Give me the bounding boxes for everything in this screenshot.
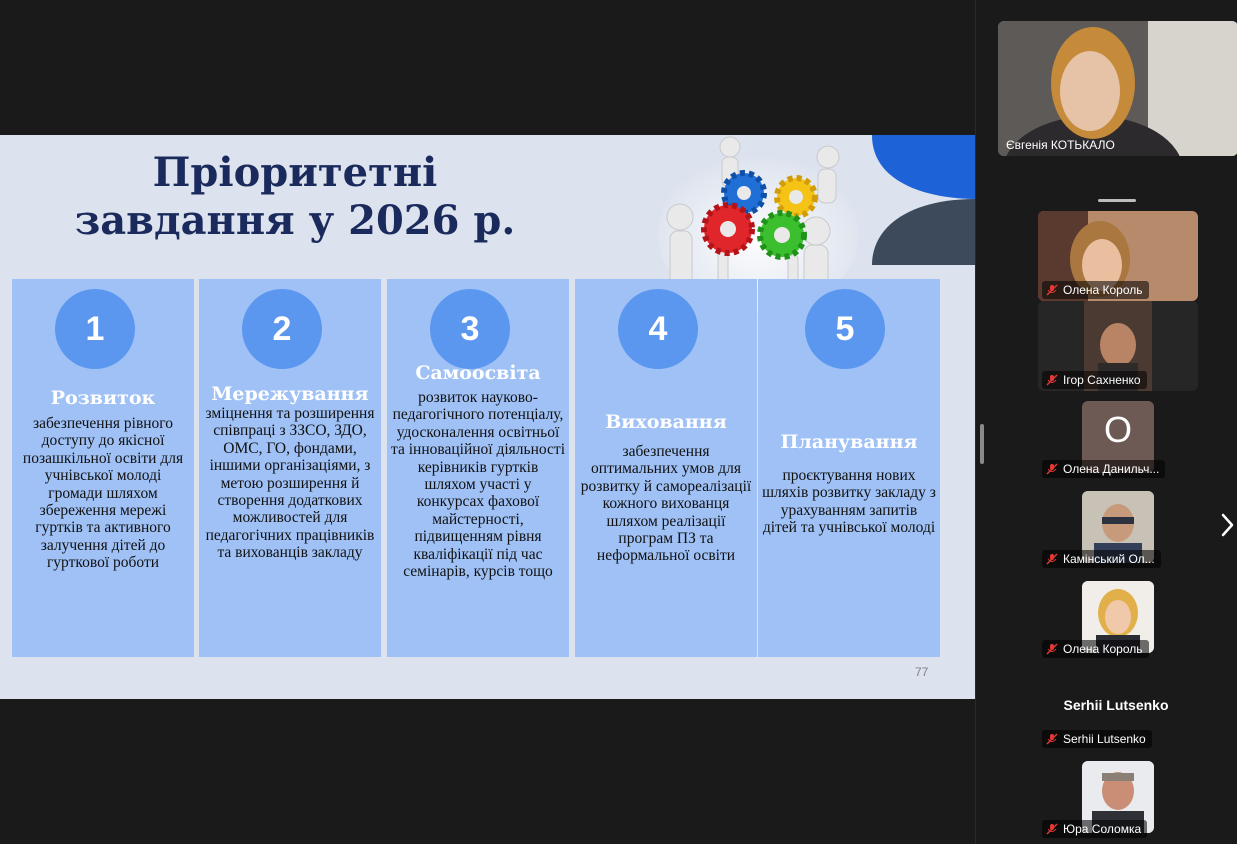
number-circle-2: 2 bbox=[242, 289, 322, 369]
participant-name: Камінський Ол... bbox=[1063, 552, 1155, 566]
participant-name: Serhii Lutsenko bbox=[1063, 732, 1146, 746]
participant-display-name[interactable]: Serhii Lutsenko bbox=[1063, 697, 1169, 713]
participant-name: Юра Соломка bbox=[1063, 822, 1142, 836]
speaker-name-label: Євгенія КОТЬКАЛО bbox=[1006, 138, 1115, 152]
participant-name: Олена Данильч... bbox=[1063, 462, 1160, 476]
participant-namebar bbox=[1042, 640, 1149, 658]
participant-namebar bbox=[1042, 550, 1161, 568]
priority-column-4 bbox=[575, 279, 757, 657]
column-text-2: зміцнення та розширення співпраці з ЗЗСО, ЗДО, ОМС, ГО, фондами, іншими організаціями, з метою розширення й створення додаткових можливостей для педагогічних працівників та вихованців закладу bbox=[205, 405, 375, 562]
participant-namebar bbox=[1042, 281, 1149, 299]
participants-panel bbox=[975, 0, 1237, 844]
panel-scrollbar[interactable] bbox=[980, 424, 984, 464]
column-heading-5: Планування bbox=[780, 431, 918, 453]
mic-muted-icon bbox=[1046, 553, 1058, 565]
participant-namebar bbox=[1042, 371, 1147, 389]
presentation-slide bbox=[0, 135, 975, 699]
column-heading-1: Розвиток bbox=[50, 387, 156, 409]
participant-namebar bbox=[1042, 730, 1152, 748]
participant-name: Олена Король bbox=[1063, 642, 1143, 656]
column-heading-4: Виховання bbox=[605, 411, 727, 433]
slide-title-line2: завдання у 2026 р. bbox=[74, 197, 516, 244]
participant-tile[interactable] bbox=[1038, 211, 1198, 301]
chevron-right-icon[interactable] bbox=[1220, 512, 1236, 538]
mic-muted-icon bbox=[1046, 374, 1058, 386]
mic-muted-icon bbox=[1046, 284, 1058, 296]
slide-title-line1: Пріоритетні bbox=[152, 149, 438, 196]
participant-namebar bbox=[1042, 820, 1147, 838]
priority-column-5 bbox=[758, 279, 940, 657]
active-speaker-tile[interactable] bbox=[998, 21, 1237, 156]
avatar-initial: О bbox=[1103, 409, 1132, 450]
mic-muted-icon bbox=[1046, 463, 1058, 475]
number-circle-1: 1 bbox=[55, 289, 135, 369]
participant-name: Ігор Сахненко bbox=[1063, 373, 1141, 387]
speaker-video bbox=[998, 21, 1237, 156]
mic-muted-icon bbox=[1046, 733, 1058, 745]
mic-muted-icon bbox=[1046, 643, 1058, 655]
column-text-4: забезпечення оптимальних умов для розвитку й самореалізації кожного вихованця шляхом реалізації програм ПЗ та неформальної освіти bbox=[580, 443, 752, 565]
column-text-3: розвиток науково-педагогічного потенціалу, удосконалення освітньої та інноваційної діяльності керівників гуртків шляхом участі у конкурсах фахової майстерності, підвищенням рівня кваліфікації під час семінарів, курсів тощо bbox=[391, 389, 565, 581]
number-circle-3: 3 bbox=[430, 289, 510, 369]
panel-resize-handle[interactable] bbox=[1098, 199, 1136, 202]
participant-name: Олена Король bbox=[1063, 283, 1143, 297]
slide-page-number: 77 bbox=[915, 665, 929, 679]
priority-column-3 bbox=[387, 279, 569, 657]
priority-column-1-content bbox=[12, 279, 194, 657]
column-text-1: забезпечення рівного доступу до якісної позашкільної освіти для учнівської молоді громади шляхом збереження мережі гуртків та активного залучення дітей до гурткової роботи bbox=[22, 415, 184, 572]
number-circle-5: 5 bbox=[805, 289, 885, 369]
slide-title bbox=[60, 149, 530, 245]
participant-namebar bbox=[1042, 460, 1165, 478]
number-circle-4: 4 bbox=[618, 289, 698, 369]
column-text-5: проєктування нових шляхів розвитку закладу з урахуванням запитів дітей та учнівської молоді bbox=[762, 467, 936, 537]
participant-tile[interactable] bbox=[1038, 301, 1198, 391]
priority-column-2 bbox=[199, 279, 381, 657]
column-heading-2: Мережування bbox=[211, 383, 369, 405]
column-heading-3: Самоосвіта bbox=[415, 362, 541, 384]
decorative-shapes bbox=[862, 135, 975, 275]
mic-muted-icon bbox=[1046, 823, 1058, 835]
